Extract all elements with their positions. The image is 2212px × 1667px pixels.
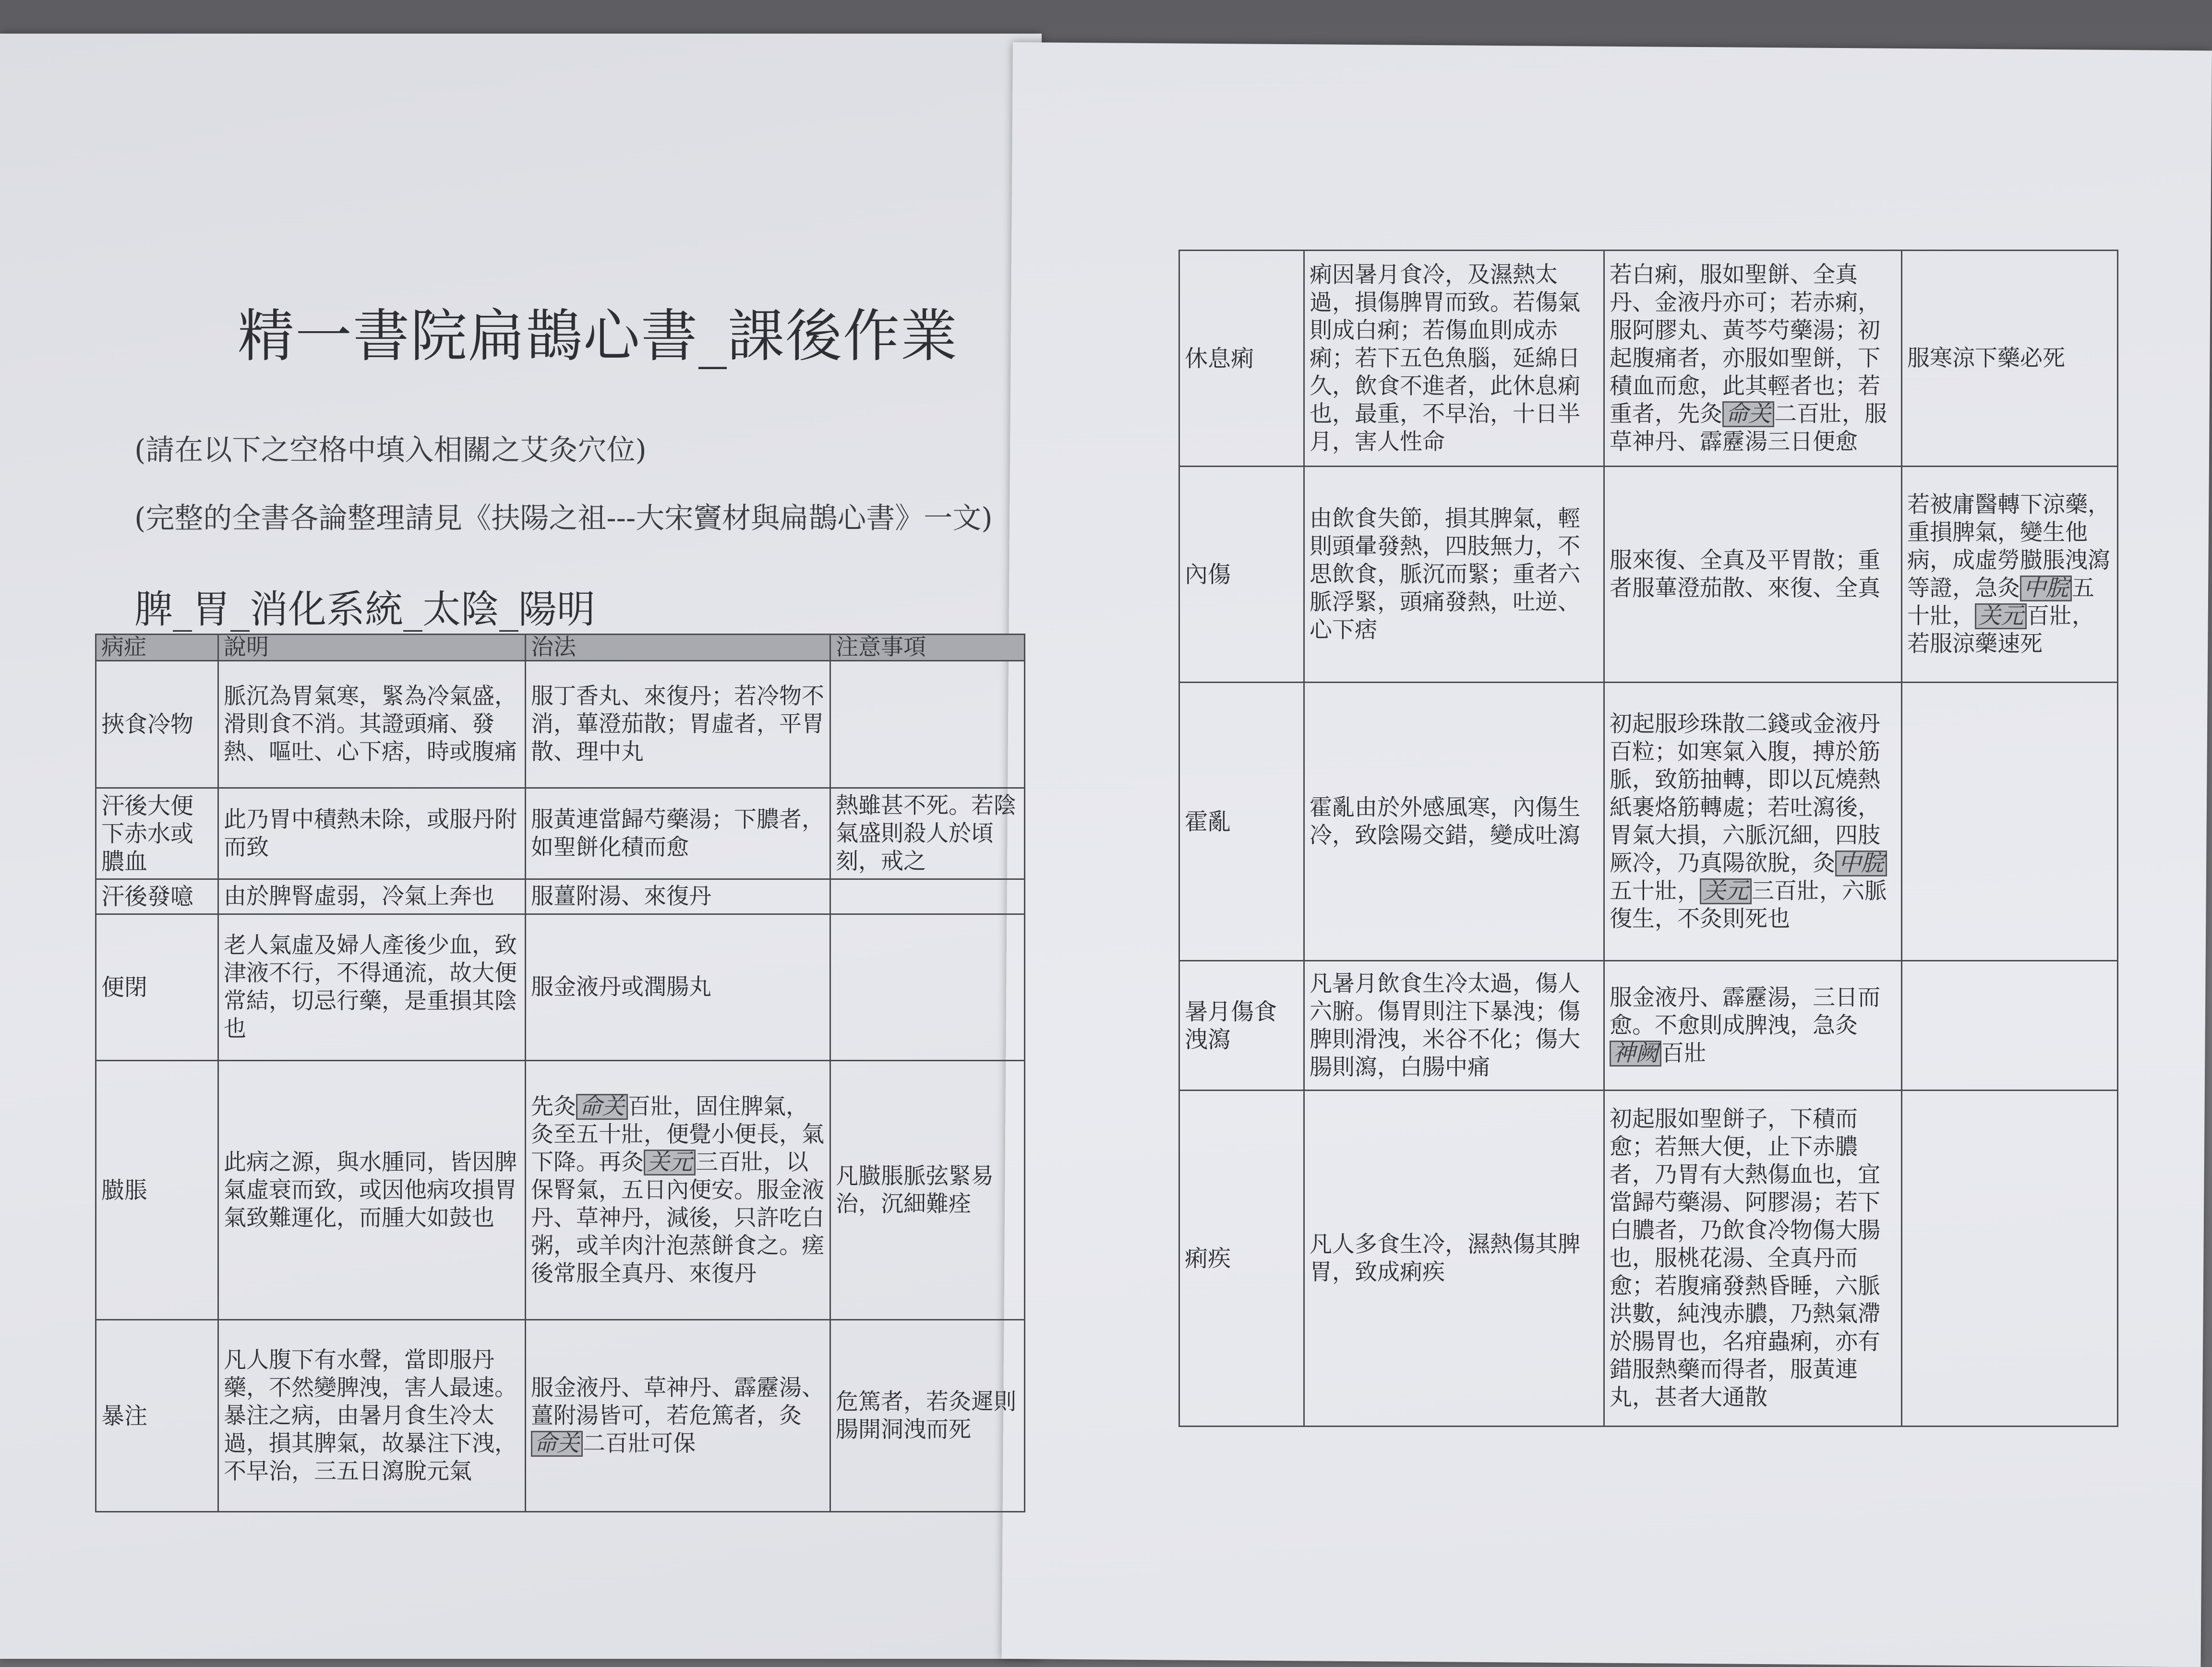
description-cell: 凡暑月飲食生冷太過，傷人六腑。傷胃則注下暴洩；傷脾則滑洩，米谷不化；傷大腸則瀉，白腸中痛 [1304, 961, 1604, 1091]
description-cell: 老人氣虛及婦人產後少血，致津液不行，不得通流，故大便常結，切忌行藥，是重損其陰也 [218, 914, 526, 1061]
treatment-text: 百壯 [1661, 1040, 1707, 1067]
acupoint-mark: 中脘 [1835, 851, 1887, 876]
table-row [96, 1320, 1025, 1512]
acupoint-mark: 命关 [576, 1094, 628, 1120]
header-description: 說明 [218, 635, 526, 661]
symptom-cell: 汗後發噫 [96, 879, 218, 914]
symptom-cell: 挾食冷物 [96, 661, 218, 788]
table-row [96, 879, 1025, 914]
treatment-text: 服金液丹、草神丹、霹靂湯、薑附湯皆可，若危篤者，灸 [531, 1374, 824, 1429]
header-symptom: 病症 [96, 635, 218, 661]
treatment-cell: 服薑附湯、來復丹 [526, 879, 830, 914]
table-row [1179, 467, 2118, 683]
treatment-cell [1604, 683, 1902, 961]
acupoint-mark: 关元 [1975, 603, 2027, 629]
description-cell: 脈沉為胃氣寒，緊為冷氣盛，滑則食不消。其證頭痛、發熱、嘔吐、心下痞，時或腹痛 [218, 661, 526, 788]
table-row [1179, 1091, 2118, 1427]
acupoint-mark: 命关 [1722, 401, 1774, 427]
treatment-cell: 服黃連當歸芍藥湯；下膿者，如聖餅化積而愈 [526, 788, 830, 879]
note-cell [1902, 961, 2118, 1091]
description-cell: 霍亂由於外感風寒，內傷生冷，致陰陽交錯，變成吐瀉 [1304, 683, 1604, 961]
note-cell: 服寒涼下藥必死 [1902, 251, 2118, 467]
acupoint-mark: 命关 [531, 1431, 583, 1457]
note-cell [1902, 683, 2118, 961]
symptom-cell: 暴注 [96, 1320, 218, 1512]
treatment-text: 二百壯，服草神丹、霹靂湯三日便愈 [1610, 400, 1887, 455]
acupoint-mark: 关元 [1700, 878, 1752, 904]
table-row [96, 788, 1025, 879]
table-row [96, 661, 1025, 788]
header-notes: 注意事項 [830, 635, 1025, 661]
description-cell: 此乃胃中積熱未除，或服丹附而致 [218, 788, 526, 879]
note-cell: 危篤者，若灸遲則腸開洞洩而死 [830, 1320, 1025, 1512]
table-row [1179, 251, 2118, 467]
header-treatment: 治法 [526, 635, 830, 661]
treatment-text: 若白痢，服如聖餅、全真丹、金液丹亦可；若赤痢，服阿膠丸、黃芩芍藥湯；初起腹痛者，亦服如聖餅，下積血而愈，此其輕者也；若重者，先灸 [1610, 261, 1880, 427]
document-title: 精一書院扁鵲心書_課後作業 [238, 303, 959, 369]
treatment-text: 服金液丹、霹靂湯，三日而愈。不愈則成脾洩，急灸 [1610, 984, 1880, 1039]
table-row [96, 914, 1025, 1061]
treatment-cell: 初起服如聖餅子，下積而愈；若無大便，止下赤膿者，乃胃有大熱傷血也，宜當歸芍藥湯、阿膠湯；若下白膿者，乃飲食冷物傷大腸也，服桃花湯、全真丹而愈；若腹痛發熱昏睡，六脈洪數，純洩赤膿，乃熱氣滯於腸胃也，名疳蟲痢，亦有錯服熱藥而得者，服黃連丸，甚者大通散 [1604, 1091, 1902, 1427]
description-cell: 凡人多食生冷，濕熱傷其脾胃，致成痢疾 [1304, 1091, 1604, 1427]
description-cell: 由於脾腎虛弱，冷氣上奔也 [218, 879, 526, 914]
treatment-text: 二百壯可保 [583, 1430, 696, 1457]
symptom-cell: 臌脹 [96, 1061, 218, 1320]
symptom-cell: 便閉 [96, 914, 218, 1061]
note-cell [1902, 467, 2118, 683]
table-header-row [96, 635, 1025, 661]
acupoint-mark: 神阙 [1610, 1041, 1661, 1067]
table-row [96, 1061, 1025, 1320]
reference-note: (完整的全書各論整理請見《扶陽之祖---大宋竇材與扁鵲心書》一文) [134, 502, 993, 535]
treatment-text: 先灸 [531, 1093, 576, 1120]
treatment-cell: 服丁香丸、來復丹；若冷物不消，蓽澄茄散；胃虛者，平胃散、理中丸 [526, 661, 830, 788]
note-cell [830, 661, 1025, 788]
note-cell: 凡臌脹脈弦緊易治，沉細難痊 [830, 1061, 1025, 1320]
symptom-cell: 痢疾 [1179, 1091, 1304, 1427]
treatment-cell [526, 1320, 830, 1512]
table-row [1179, 683, 2118, 961]
treatment-cell: 服金液丹或潤腸丸 [526, 914, 830, 1061]
treatment-cell [526, 1061, 830, 1320]
note-text: 百壯，若服涼藥速死 [1907, 602, 2094, 657]
treatment-text: 三百壯，以保腎氣，五日內便安。服金液丹、草神丹，減後，只許吃白粥，或羊肉汁泡蒸餅食之。瘥後常服全真丹、來復丹 [531, 1149, 824, 1287]
treatment-text: 五十壯， [1610, 877, 1700, 904]
note-cell [830, 879, 1025, 914]
acupoint-mark: 关元 [644, 1150, 696, 1175]
treatment-cell [1604, 961, 1902, 1091]
note-cell [830, 914, 1025, 1061]
note-cell: 熱雖甚不死。若陰氣盛則殺人於頃刻，戒之 [830, 788, 1025, 879]
instruction-note: (請在以下之空格中填入相關之艾灸穴位) [134, 433, 647, 467]
note-text: 五十壯， [1907, 575, 2094, 629]
treatment-text: 百壯，固住脾氣，灸至五十壯，便覺小便長，氣下降。再灸 [531, 1093, 824, 1175]
section-subtitle: 脾_胃_消化系統_太陰_陽明 [134, 587, 595, 632]
treatment-text: 初起服珍珠散二錢或金液丹百粒；如寒氣入腹，搏於筋脈，致筋抽轉，即以瓦燒熱紙裹烙筋轉處；若吐瀉後，胃氣大損，六脈沉細，四肢厥冷，乃真陽欲脫，灸 [1610, 710, 1880, 876]
symptom-cell: 暑月傷食洩瀉 [1179, 961, 1304, 1091]
note-text: 若被庸醫轉下涼藥，重損脾氣，變生他病，成虛勞臌脹洩瀉等證，急灸 [1907, 491, 2110, 601]
treatment-text: 三百壯，六脈復生，不灸則死也 [1610, 877, 1887, 932]
description-cell: 由飲食失節，損其脾氣，輕則頭暈發熱，四肢無力，不思飲食，脈沉而緊；重者六脈浮緊，頭痛發熱，吐逆、心下痞 [1304, 467, 1604, 683]
symptom-cell: 汗後大便下赤水或膿血 [96, 788, 218, 879]
description-cell: 凡人腹下有水聲，當即服丹藥，不然變脾洩，害人最速。暴注之病，由暑月食生冷太過，損其脾氣，故暴注下洩，不早治，三五日瀉脫元氣 [218, 1320, 526, 1512]
treatment-cell [1604, 251, 1902, 467]
left-symptom-table [95, 634, 1025, 1512]
note-cell [1902, 1091, 2118, 1427]
symptom-cell: 霍亂 [1179, 683, 1304, 961]
acupoint-mark: 中脘 [2020, 576, 2072, 601]
symptom-cell: 休息痢 [1179, 251, 1304, 467]
description-cell: 此病之源，與水腫同，皆因脾氣虛衰而致，或因他病攻損胃氣致難運化，而腫大如鼓也 [218, 1061, 526, 1320]
right-symptom-table [1178, 250, 2118, 1427]
symptom-cell: 內傷 [1179, 467, 1304, 683]
treatment-cell: 服來復、全真及平胃散；重者服蓽澄茄散、來復、全真 [1604, 467, 1902, 683]
description-cell: 痢因暑月食冷，及濕熱太過，損傷脾胃而致。若傷氣則成白痢；若傷血則成赤痢；若下五色魚腦，延綿日久，飲食不進者，此休息痢也，最重，不早治，十日半月，害人性命 [1304, 251, 1604, 467]
table-row [1179, 961, 2118, 1091]
